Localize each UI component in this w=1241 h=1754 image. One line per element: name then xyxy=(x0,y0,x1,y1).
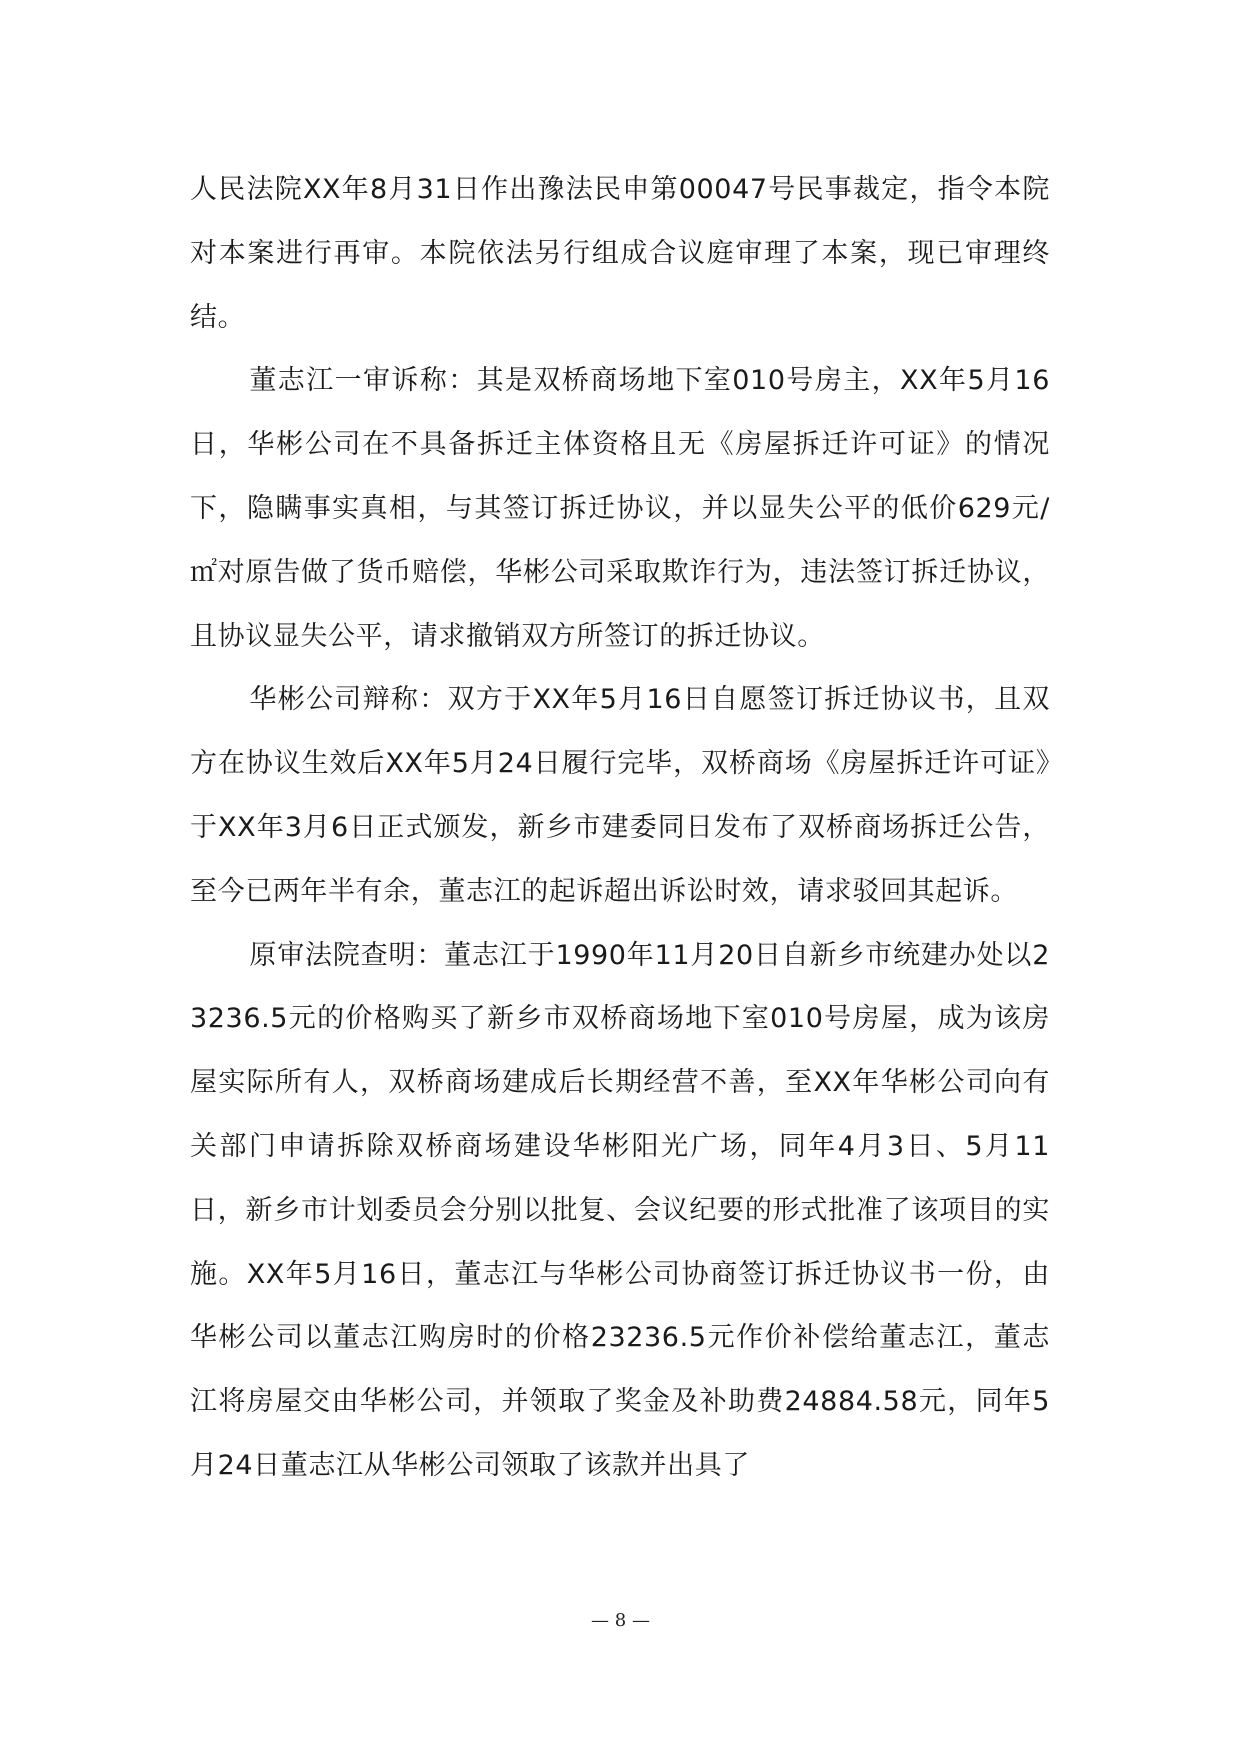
document-body xyxy=(190,158,1050,1498)
paragraph-court-findings: 原审法院查明：董志江于1990年11月20日自新乡市统建办处以23236.5元的价格购买了新乡市双桥商场地下室010号房屋，成为该房屋实际所有人，双桥商场建成后长期经营不善，至XX年华彬公司向有关部门申请拆除双桥商场建设华彬阳光广场，同年4月3日、5月11日，新乡市计划委员会分别以批复、会议纪要的形式批准了该项目的实施。XX年5月16日，董志江与华彬公司协商签订拆迁协议书一份，由华彬公司以董志江购房时的价格23236.5元作价补偿给董志江，董志江将房屋交由华彬公司，并领取了奖金及补助费24884.58元，同年5月24日董志江从华彬公司领取了该款并出具了 xyxy=(190,939,1050,1481)
paragraph-plaintiff-claim: 董志江一审诉称：其是双桥商场地下室010号房主，XX年5月16日，华彬公司在不具备拆迁主体资格且无《房屋拆迁许可证》的情况下，隐瞒事实真相，与其签订拆迁协议，并以显失公平的低价629元/㎡对原告做了货币赔偿，华彬公司采取欺诈行为，违法签订拆迁协议，且协议显失公平，请求撤销双方所签订的拆迁协议。 xyxy=(190,365,1050,652)
paragraph-defendant-reply: 华彬公司辩称：双方于XX年5月16日自愿签订拆迁协议书，且双方在协议生效后XX年5月24日履行完毕，双桥商场《房屋拆迁许可证》于XX年3月6日正式颁发，新乡市建委同日发布了双桥商场拆迁公告，至今已两年半有余，董志江的起诉超出诉讼时效，请求驳回其起诉。 xyxy=(190,684,1050,907)
paragraph-retrial-order: 人民法院XX年8月31日作出豫法民申第00047号民事裁定，指令本院对本案进行再审。本院依法另行组成合议庭审理了本案，现已审理终结。 xyxy=(190,174,1050,333)
page-number: — 8 — xyxy=(591,1610,650,1631)
